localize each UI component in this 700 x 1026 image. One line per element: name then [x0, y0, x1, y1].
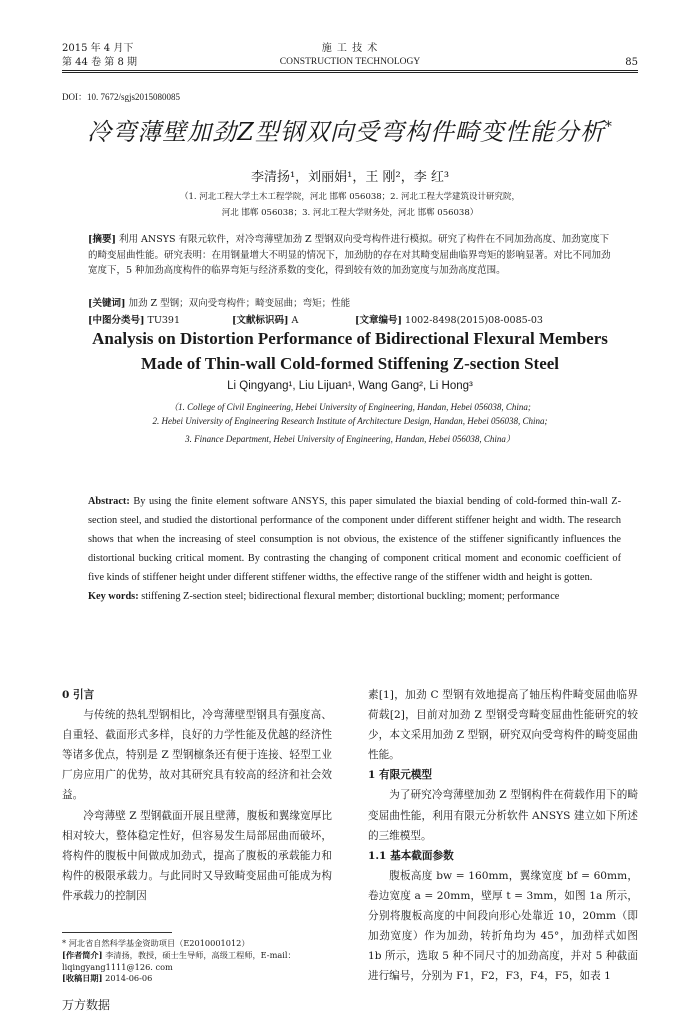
footnote-rule [62, 932, 172, 933]
footnote-date [62, 973, 332, 985]
footnote-author-label: [作者简介] [62, 949, 103, 960]
doc-code [232, 312, 298, 326]
left-column [62, 685, 332, 906]
article-number-label: [文章编号] [355, 315, 402, 326]
section-1-heading: 1 有限元模型 [368, 769, 433, 782]
authors-cn: 李清扬¹，刘丽娟¹，王 刚²，李 红³ [250, 170, 450, 185]
affiliation-en-2: 2. Hebei University of Engineering Research Institute of Architecture Design, Handan, Hebei 056038, China; [152, 416, 548, 426]
footnote-author-text: 李清扬，教授，硕士生导师，高级工程师，E-mail：liqingyang1111@126. com [62, 949, 296, 972]
footnote-fund: * 河北省自然科学基金资助项目（E2010001012） [62, 938, 250, 948]
header-rule [62, 70, 638, 71]
affiliation-cn-2: 河北 邯郸 056038；3. 河北工程大学财务处，河北 邯郸 056038） [221, 208, 479, 218]
page-number: 85 [625, 57, 638, 68]
title-footnote-mark: * [604, 119, 613, 135]
authors-en: Li Qingyang¹, Liu Lijuan¹, Wang Gang², Li Hong³ [227, 380, 473, 392]
keywords-en-text: stiffening Z-section steel; bidirectional flexural member; distortional buckling; moment; performance [141, 591, 560, 603]
abstract-en-label: Abstract: [88, 496, 130, 507]
left-paragraph-2: 冷弯薄壁 Z 型钢截面开展且壁薄，腹板和翼缘宽厚比相对较大，整体稳定性好，但容易发生局部屈曲而破坏，将构件的腹板中间做成加劲式，提高了腹板的承载能力和构件的极限承载力。与此同时又导致畸变屈曲可能成为构件承载力的控制因 [62, 809, 332, 902]
abstract-cn [88, 232, 613, 279]
right-paragraph-3: 腹板高度 bw = 160mm，翼缘宽度 bf = 60mm，卷边宽度 a = 20mm，壁厚 t = 3mm，如图 1a 所示，分别将腹板高度的中间段向形心处靠近 10，20mm（即加劲宽度）作为加劲，转折角均为 45°，加劲样式如图 1b 所示，选取 5 种不同尺寸的加劲高度，并对 5 种截面进行编号，分别为 F1，F2，F3，F4，F5，如表 1 [368, 869, 638, 983]
journal-title-en: CONSTRUCTION TECHNOLOGY [279, 57, 421, 67]
abstract-cn-text: 利用 ANSYS 有限元软件，对冷弯薄壁加劲 Z 型钢双向受弯构件进行模拟。研究了构件在不同加劲高度、加劲宽度下的畸变屈曲性能。研究表明：在用钢量增大不明显的情况下，加劲肋的存在对其畸变屈曲临界弯矩的影响显著。对比不同加劲宽度下，5 种加劲高度构件的临界弯矩与经济系数的变化，得到较有效的加劲宽度与加劲高度范围。 [88, 234, 611, 277]
section-1-1-heading: 1.1 基本截面参数 [368, 849, 454, 862]
issue-date: 2015 年 4 月下 [62, 43, 134, 54]
keywords-cn [88, 296, 613, 312]
right-column [368, 685, 638, 986]
issue-volume: 第 44 卷 第 8 期 [62, 57, 137, 68]
doc-code-label: [文献标识码] [232, 315, 289, 326]
keywords-cn-label: [关键词] [88, 298, 126, 309]
footnote-date-text: 2014-06-06 [105, 973, 153, 984]
journal-title-cn: 施 工 技 术 [321, 43, 379, 54]
header-rule-2 [62, 72, 638, 73]
footnote-author [62, 950, 332, 974]
affiliation-cn-1: （1. 河北工程大学土木工程学院，河北 邯郸 056038；2. 河北工程大学建筑设计研究院， [180, 192, 520, 202]
abstract-en-text: By using the finite element software ANSYS, this paper simulated the biaxial bending of cold-formed thin-wall Z-section steel, and studied the distortional performance of the component under different stiffener height and width. The research shows that when the increasing of steel consumption is not obvious, the existence of the stiffener significantly influences the distortional bucking critical moment. By contrasting the changing of component critical moment and economic coefficient of five kinds of stiffener height under different stiffener widths, the effective range of the stiffener width and height is gotten. [88, 496, 621, 584]
abstract-en [88, 492, 621, 607]
classification-row [88, 312, 180, 326]
abstract-cn-label: [摘要] [88, 234, 116, 245]
left-paragraph-1: 与传统的热轧型钢相比，冷弯薄壁型钢具有强度高、自重轻、截面形式多样，良好的力学性能及优越的经济性等诸多优点，特别是 Z 型钢檩条还有便于连接、轻型工业厂房应用广的优势，故对其研究具有较高的经济和社会效益。 [62, 709, 332, 802]
doc-code-value: A [291, 315, 299, 326]
doi: DOI：10. 7672/sgjs2015080085 [62, 92, 181, 102]
clc-value: TU391 [147, 315, 181, 326]
clc-label: [中图分类号] [88, 315, 145, 326]
title-en: Analysis on Distortion Performance of Bidirectional Flexural Members Made of Thin-wall Cold-formed Stiffening Z-section Steel [92, 329, 608, 373]
article-number [355, 312, 543, 326]
right-paragraph-1: 素[1]，加劲 C 型钢有效地提高了轴压构件畸变屈曲临界荷载[2]，目前对加劲 Z 型钢受弯畸变屈曲性能研究的较少，本文采用加劲 Z 型钢，研究双向受弯构件的畸变屈曲性能。 [368, 689, 638, 762]
right-paragraph-2: 为了研究冷弯薄壁加劲 Z 型钢构件在荷载作用下的畸变屈曲性能，利用有限元分析软件 ANSYS 建立如下所述的三维模型。 [368, 789, 638, 842]
affiliation-en-1: （1. College of Civil Engineering, Hebei University of Engineering, Handan, Hebei 056038, China; [169, 402, 531, 412]
section-0-heading: 0 引言 [62, 689, 95, 701]
title-cn-text: 冷弯薄壁加劲Z型钢双向受弯构件畸变性能分析 [87, 118, 605, 146]
title-cn [0, 112, 700, 147]
keywords-cn-text: 加劲 Z 型钢；双向受弯构件；畸变屈曲；弯矩；性能 [128, 298, 351, 309]
footnote [62, 938, 332, 985]
affiliation-en-3: 3. Finance Department, Hebei University of Engineering, Handan, Hebei 056038, China） [185, 434, 515, 444]
article-number-value: 1002-8498(2015)08-0085-03 [405, 315, 543, 326]
footnote-date-label: [收稿日期] [62, 973, 103, 984]
watermark: 万方数据 [62, 998, 111, 1012]
keywords-en-label: Key words: [88, 591, 139, 603]
